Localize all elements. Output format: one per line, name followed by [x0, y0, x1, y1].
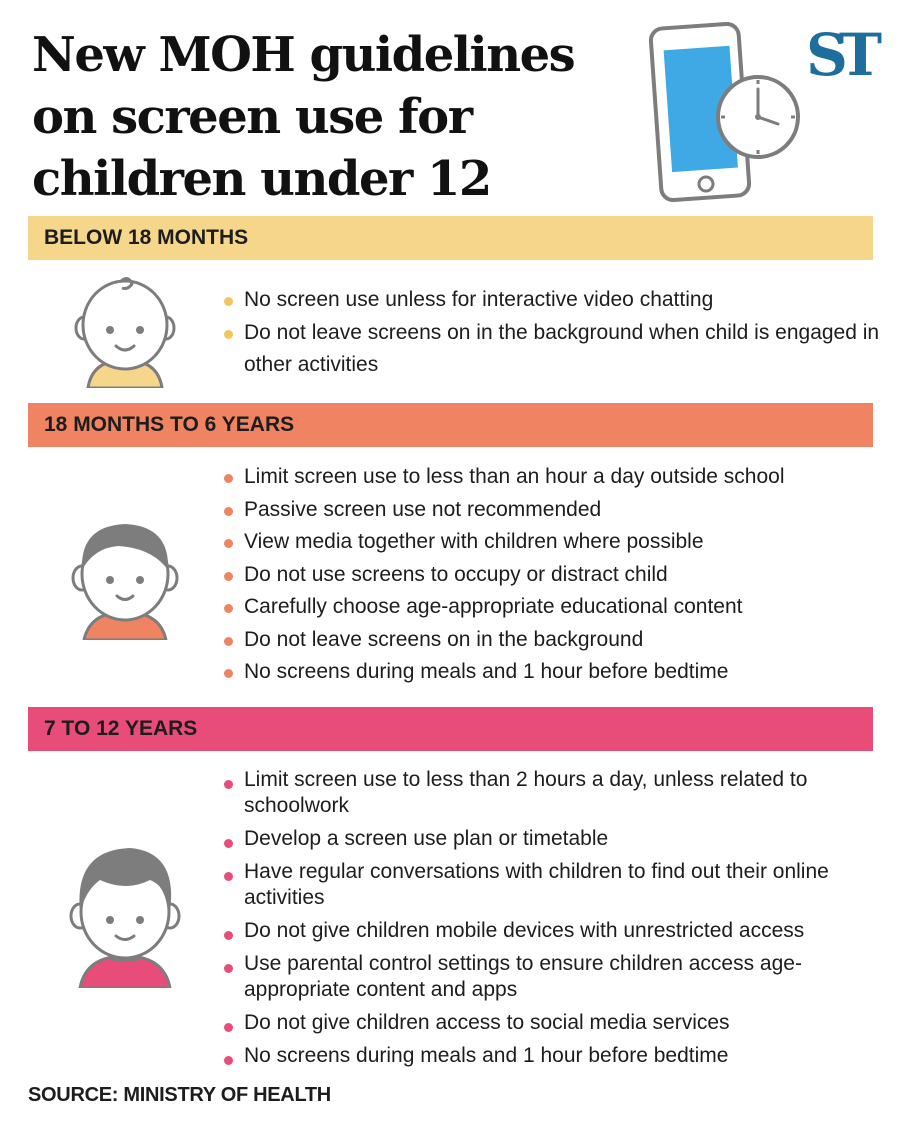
- section-list-below-18-months: [244, 284, 884, 382]
- list-item: No screens during meals and 1 hour before bedtime: [244, 656, 884, 689]
- list-item: No screens during meals and 1 hour before bedtime: [244, 1043, 884, 1069]
- phone-with-clock-icon: [648, 22, 808, 207]
- list-item: Develop a screen use plan or timetable: [244, 826, 884, 852]
- st-logo: ST: [806, 21, 874, 89]
- toddler-icon: [68, 508, 182, 640]
- list-item: Do not leave screens on in the background when child is engaged in other activities: [244, 317, 884, 382]
- list-item: View media together with children where possible: [244, 526, 884, 559]
- section-band-18-months-to-6-years: 18 MONTHS TO 6 YEARS: [28, 403, 873, 447]
- child-icon: [66, 840, 184, 988]
- list-item: Have regular conversations with children to find out their online activities: [244, 859, 884, 911]
- source-note: SOURCE: MINISTRY OF HEALTH: [28, 1084, 331, 1106]
- section-band-7-to-12-years: 7 TO 12 YEARS: [28, 707, 873, 751]
- list-item: Do not leave screens on in the background: [244, 624, 884, 657]
- list-item: Do not give children mobile devices with unrestricted access: [244, 918, 884, 944]
- baby-icon: [70, 270, 180, 388]
- section-list-18-months-to-6-years: [244, 461, 884, 689]
- list-item: Passive screen use not recommended: [244, 494, 884, 527]
- section-list-7-to-12-years: [244, 767, 884, 1076]
- list-item: No screen use unless for interactive video chatting: [244, 284, 884, 317]
- list-item: Do not use screens to occupy or distract child: [244, 559, 884, 592]
- list-item: Use parental control settings to ensure children access age-appropriate content and apps: [244, 951, 884, 1003]
- section-band-below-18-months: BELOW 18 MONTHS: [28, 216, 873, 260]
- list-item: Do not give children access to social media services: [244, 1010, 884, 1036]
- page-title: New MOH guidelines on screen use for children under 12: [32, 27, 575, 207]
- list-item: Limit screen use to less than 2 hours a day, unless related to schoolwork: [244, 767, 884, 819]
- list-item: Limit screen use to less than an hour a day outside school: [244, 461, 884, 494]
- list-item: Carefully choose age-appropriate educational content: [244, 591, 884, 624]
